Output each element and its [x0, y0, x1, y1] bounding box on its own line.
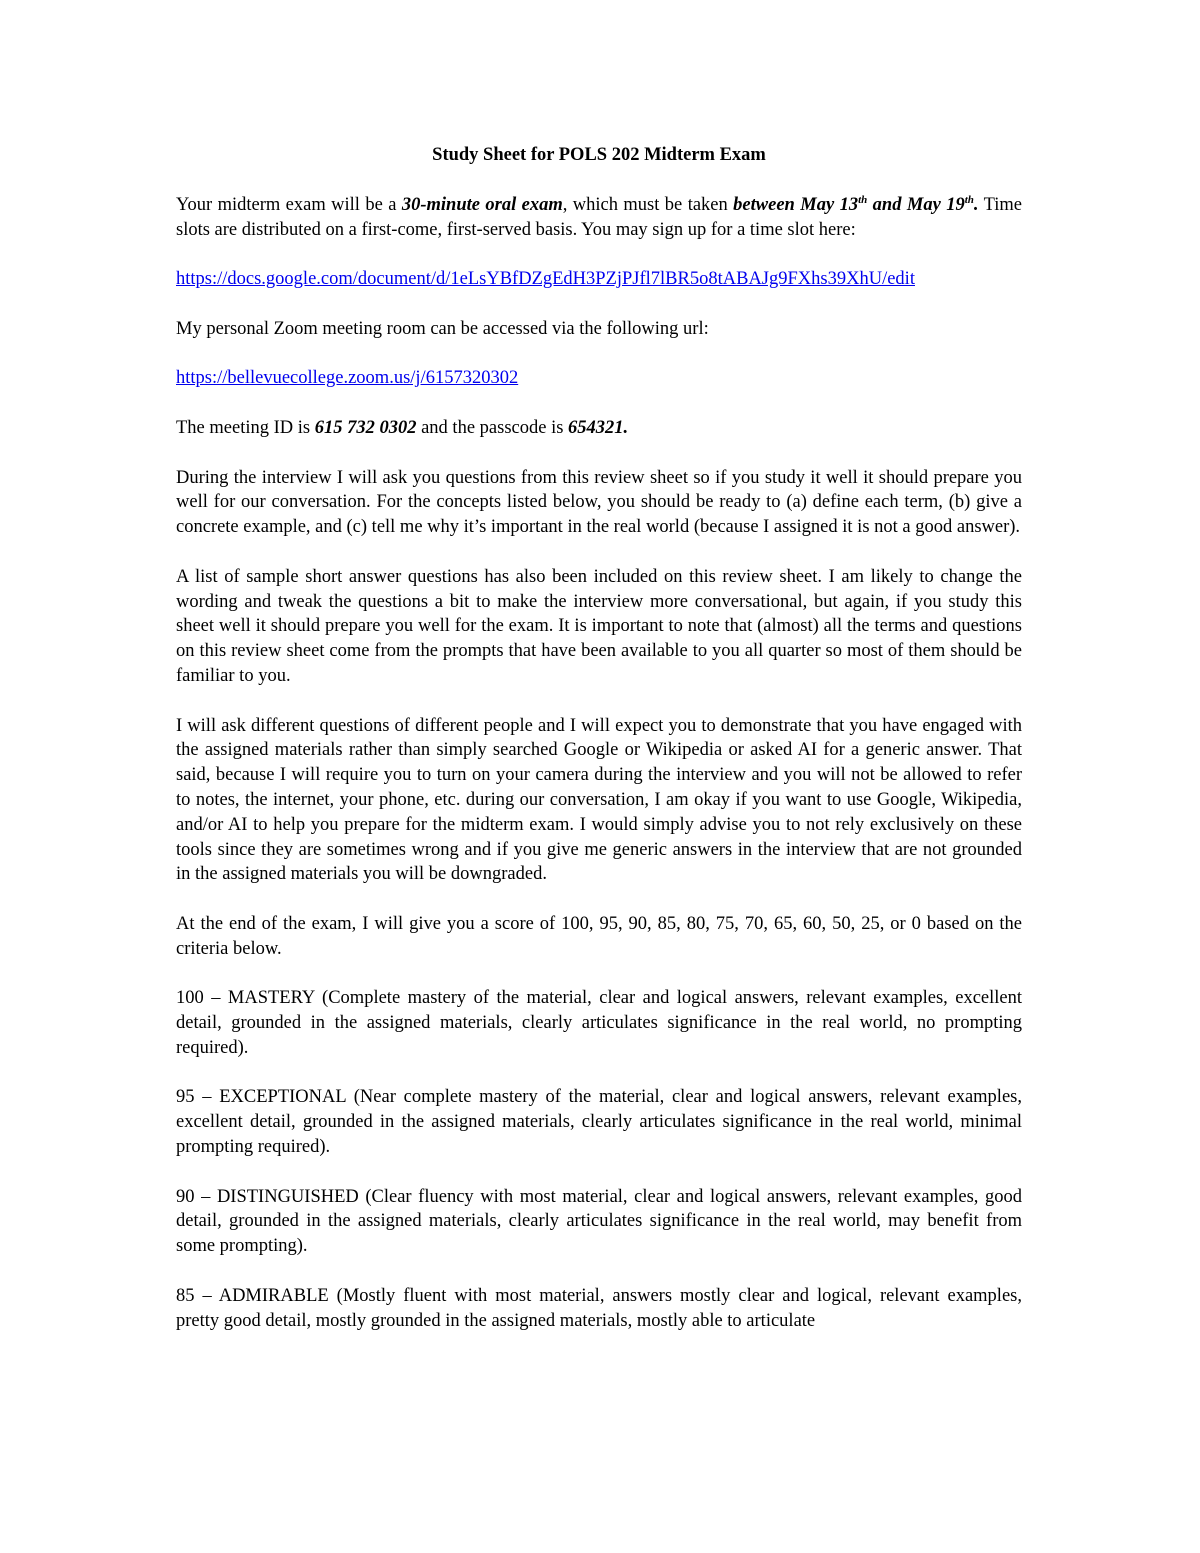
meeting-passcode: 654321.: [568, 417, 629, 438]
criteria-distinguished: 90 – DISTINGUISHED (Clear fluency with most material, clear and logical answers, relevant examples, good detail, grounded in the assigned materials, clearly articulates significance in the real world, may benefit from some prompting).: [176, 1186, 1022, 1257]
date-start: between May 13: [733, 194, 859, 215]
date-start-suffix: th: [858, 193, 868, 206]
intro-paragraph: [176, 193, 1022, 243]
date-and: and May 19: [867, 194, 965, 215]
meeting-prefix: The meeting ID is: [176, 417, 315, 438]
document-title: Study Sheet for POLS 202 Midterm Exam: [432, 145, 766, 165]
intro-text-2: , which must be taken: [562, 194, 734, 215]
zoom-intro: My personal Zoom meeting room can be accessed via the following url:: [176, 318, 709, 339]
signup-link[interactable]: https://docs.google.com/document/d/1eLsYBfDZgEdH3PZjPJfl7lBR5o8tABAJg9FXhs39XhU/edit: [176, 269, 915, 290]
meeting-id: 615 732 0302: [314, 417, 417, 438]
score-paragraph: At the end of the exam, I will give you a score of 100, 95, 90, 85, 80, 75, 70, 65, 60, 50, 25, or 0 based on the criteria below.: [176, 913, 1022, 959]
zoom-link-paragraph: [176, 366, 1022, 391]
intro-text-1: Your midterm exam will be a: [176, 194, 402, 215]
criteria-mastery: 100 – MASTERY (Complete mastery of the material, clear and logical answers, relevant examples, excellent detail, grounded in the assigned materials, clearly articulates significance in the real world, no prompting required).: [176, 988, 1022, 1058]
document-page: [176, 143, 1022, 1358]
zoom-link[interactable]: https://bellevuecollege.zoom.us/j/6157320302: [176, 368, 519, 389]
intro-text-3: Time slots are distributed on a first-come, first-served basis. You may sign up for a time slot here:: [176, 194, 1023, 240]
signup-link-paragraph: [176, 267, 1022, 292]
different-questions-paragraph: I will ask different questions of different people and I will expect you to demonstrate that you have engaged with the assigned materials rather than simply searched Google or Wikipedia or asked AI for a generic answer. That said, because I will require you to turn on your camera during the interview and you will not be allowed to refer to notes, the internet, your phone, etc. during our conversation, I am okay if you want to use Google, Wikipedia, and/or AI to help you prepare for the midterm exam. I would simply advise you to not rely exclusively on these tools since they are sometimes wrong and if you give me generic answers in the interview that are not grounded in the assigned materials you will be downgraded.: [176, 715, 1022, 885]
sample-questions-paragraph: A list of sample short answer questions has also been included on this review sheet. I am likely to change the wording and tweak the questions a bit to make the interview more conversational, but again, if you study this sheet well it should prepare you well for the exam. It is important to note that (almost) all the terms and questions on this review sheet come from the prompts that have been available to you all quarter so most of them should be familiar to you.: [176, 566, 1022, 686]
interview-paragraph: During the interview I will ask you questions from this review sheet so if you study it well it should prepare you well for our conversation. For the concepts listed below, you should be ready to (a) define each term, (b) give a concrete example, and (c) tell me why it’s important in the real world (because I assigned it is not a good answer).: [176, 467, 1022, 538]
criteria-exceptional: 95 – EXCEPTIONAL (Near complete mastery of the material, clear and logical answers, relevant examples, excellent detail, grounded in the assigned materials, clearly articulates significance in the real world, minimal prompting required).: [176, 1087, 1022, 1158]
date-end-suffix: th: [964, 193, 974, 206]
meeting-middle: and the passcode is: [416, 417, 569, 438]
criteria-admirable: 85 – ADMIRABLE (Mostly fluent with most material, answers mostly clear and logical, relevant examples, pretty good detail, mostly grounded in the assigned materials, mostly able to articulate: [176, 1285, 1022, 1331]
date-end-period: .: [973, 194, 979, 215]
exam-dates: [733, 195, 978, 215]
meeting-info: [176, 416, 1022, 441]
exam-type: 30-minute oral exam: [401, 194, 563, 215]
